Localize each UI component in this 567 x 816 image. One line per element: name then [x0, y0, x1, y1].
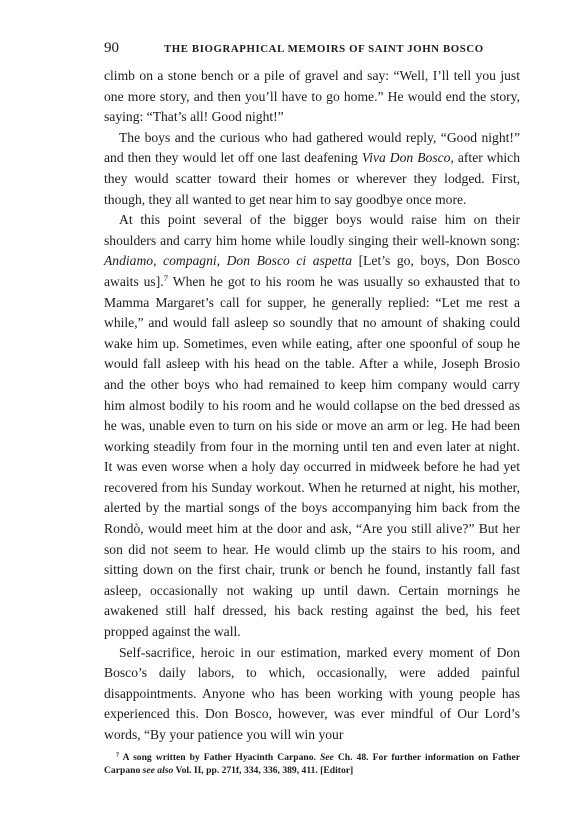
paragraph-3: At this point several of the bigger boys would raise him on their shoulders and carry him home while loudly singing their well-known song: Andiamo, compagni, Don Bosco ci aspetta [Let’s go, boys, Don Bosco awaits us].$^7$ When he got to his room he was usually so exhausted that to Mamma Margaret’s call for supper, he generally replied: “Let me rest a while,” and would fall asleep so soundly that no amount of shaking could wake him up. Sometimes, even while eating, after one spoonful of soup he would fall asleep with his head on the table. After a while, Joseph Brosio and the other boys who had remained to keep him company would carry him almost bodily to his room and he would collapse on the bed dressed as he was, unable even to turn on his side or move an arm or leg. He had been working steadily from four in the morning until ten and even later at night. It was even worse when a holy day occurred in midweek before he had yet recovered from his Sunday workout. When he returned at night, his mother, alerted by the martial songs of the boys accompanying him back from the Rondò, would meet him at the door and ask, “Are you still alive?” But her son did not seem to hear. He would climb up the stairs to his room, and sitting down on the first chair, trunk or bench he found, instantly fall fast asleep, occasionally not waking up until dawn. Certain mornings he awakened still half dressed, his back resting against the bed, his feet propped against the wall. — [104, 212, 520, 640]
italic-phrase: Viva Don Bosco, — [361, 150, 454, 166]
running-header — [104, 40, 520, 62]
running-title: THE BIOGRAPHICAL MEMOIRS OF SAINT JOHN BOSCO — [164, 43, 484, 55]
paragraph-4: Self-sacrifice, heroic in our estimation, marked every moment of Don Bosco’s daily labors, to which, occasionally, were added painful disappointments. Anyone who has been working with young people has experienced this. Don Bosco, however, was ever mindful of Our Lord’s words, “By your patience you will win your — [104, 644, 520, 742]
paragraph-1: climb on a stone bench or a pile of gravel and say: “Well, I’ll tell you just one more story, and then you’ll have to go home.” He would end the story, saying: “That’s all! Good night!” — [104, 68, 520, 125]
body-text — [104, 66, 520, 746]
paragraph-2: The boys and the curious who had gathered would reply, “Good night!” and then they would let off one last deafening Viva Don Bosco, after which they would scatter toward their homes or wherever they lodged. First, though, they all wanted to get near him to say goodbye once more. — [104, 129, 520, 207]
footnote: $^7$ A song written by Father Hyacinth Carpano. See Ch. 48. For further information on Father Carpano see also Vol. II, pp. 271f, 334, 336, 389, 411. [Editor] — [104, 751, 520, 777]
song-title: Andiamo, compagni, Don Bosco ci aspetta — [104, 253, 353, 269]
page-number: 90 — [104, 40, 119, 56]
footnote-reference: 7 — [163, 273, 169, 284]
footnote-mark: 7 — [116, 751, 120, 759]
book-page — [104, 40, 520, 778]
